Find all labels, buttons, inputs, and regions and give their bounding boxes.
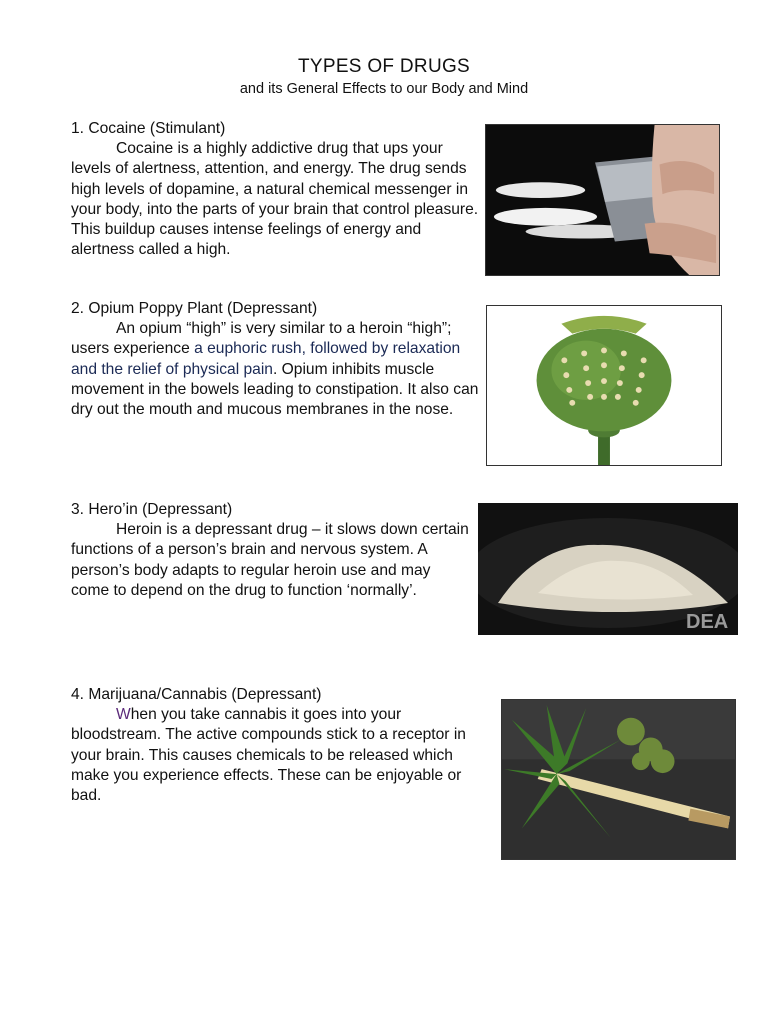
section-heroin xyxy=(71,500,471,601)
body-text: Cocaine is a highly addictive drug that ups your levels of alertness, attention, and energy. The drug sends high levels of dopamine, a natural chemical messenger in your body, into the parts of your brain that control pleasure. This buildup causes intense feelings of energy and alertness called a high. xyxy=(71,140,479,259)
body-text: An opium “high” is very similar to a heroin “high”; users experience xyxy=(71,320,452,358)
section-opium xyxy=(71,299,483,420)
section-cocaine xyxy=(71,119,479,260)
section-body xyxy=(71,319,483,420)
section-heading: 1. Cocaine (Stimulant) xyxy=(71,120,226,137)
body-text: Heroin is a depressant drug – it slows down certain functions of a person’s brain and nervous system. A person’s body adapts to regular heroin use and may come to depend on the drug to function ‘normally’. xyxy=(71,521,469,599)
document-subtitle: and its General Effects to our Body and Mind xyxy=(239,81,529,97)
section-body xyxy=(71,705,481,806)
section-heading: 3. Hero’in (Depressant) xyxy=(71,501,233,518)
section-heading: 2. Opium Poppy Plant (Depressant) xyxy=(71,300,318,317)
section-body xyxy=(71,520,471,601)
highlighted-text: a euphoric rush, followed by relaxation and the relief of physical pain xyxy=(71,340,461,378)
cocaine-powder-photo xyxy=(485,124,720,276)
section-heading: 4. Marijuana/Cannabis (Depressant) xyxy=(71,686,322,703)
section-cannabis xyxy=(71,685,481,806)
cannabis-leaf-photo xyxy=(501,699,736,860)
section-body xyxy=(71,139,479,260)
body-text: . Opium inhibits muscle movement in the bowels leading to constipation. It also can dry out the mouth and mucous membranes in the nose. xyxy=(71,360,479,419)
body-text: hen you take cannabis it goes into your bloodstream. The active compounds stick to a receptor in your brain. This causes chemicals to be released which make you experience effects. These can be enjoyable or bad. xyxy=(71,706,466,805)
first-letter: W xyxy=(116,706,131,724)
dea-watermark: DEA xyxy=(686,611,729,633)
document-title: TYPES OF DRUGS xyxy=(297,56,471,77)
heroin-powder-photo xyxy=(478,503,738,635)
poppy-pod-photo xyxy=(486,305,722,466)
